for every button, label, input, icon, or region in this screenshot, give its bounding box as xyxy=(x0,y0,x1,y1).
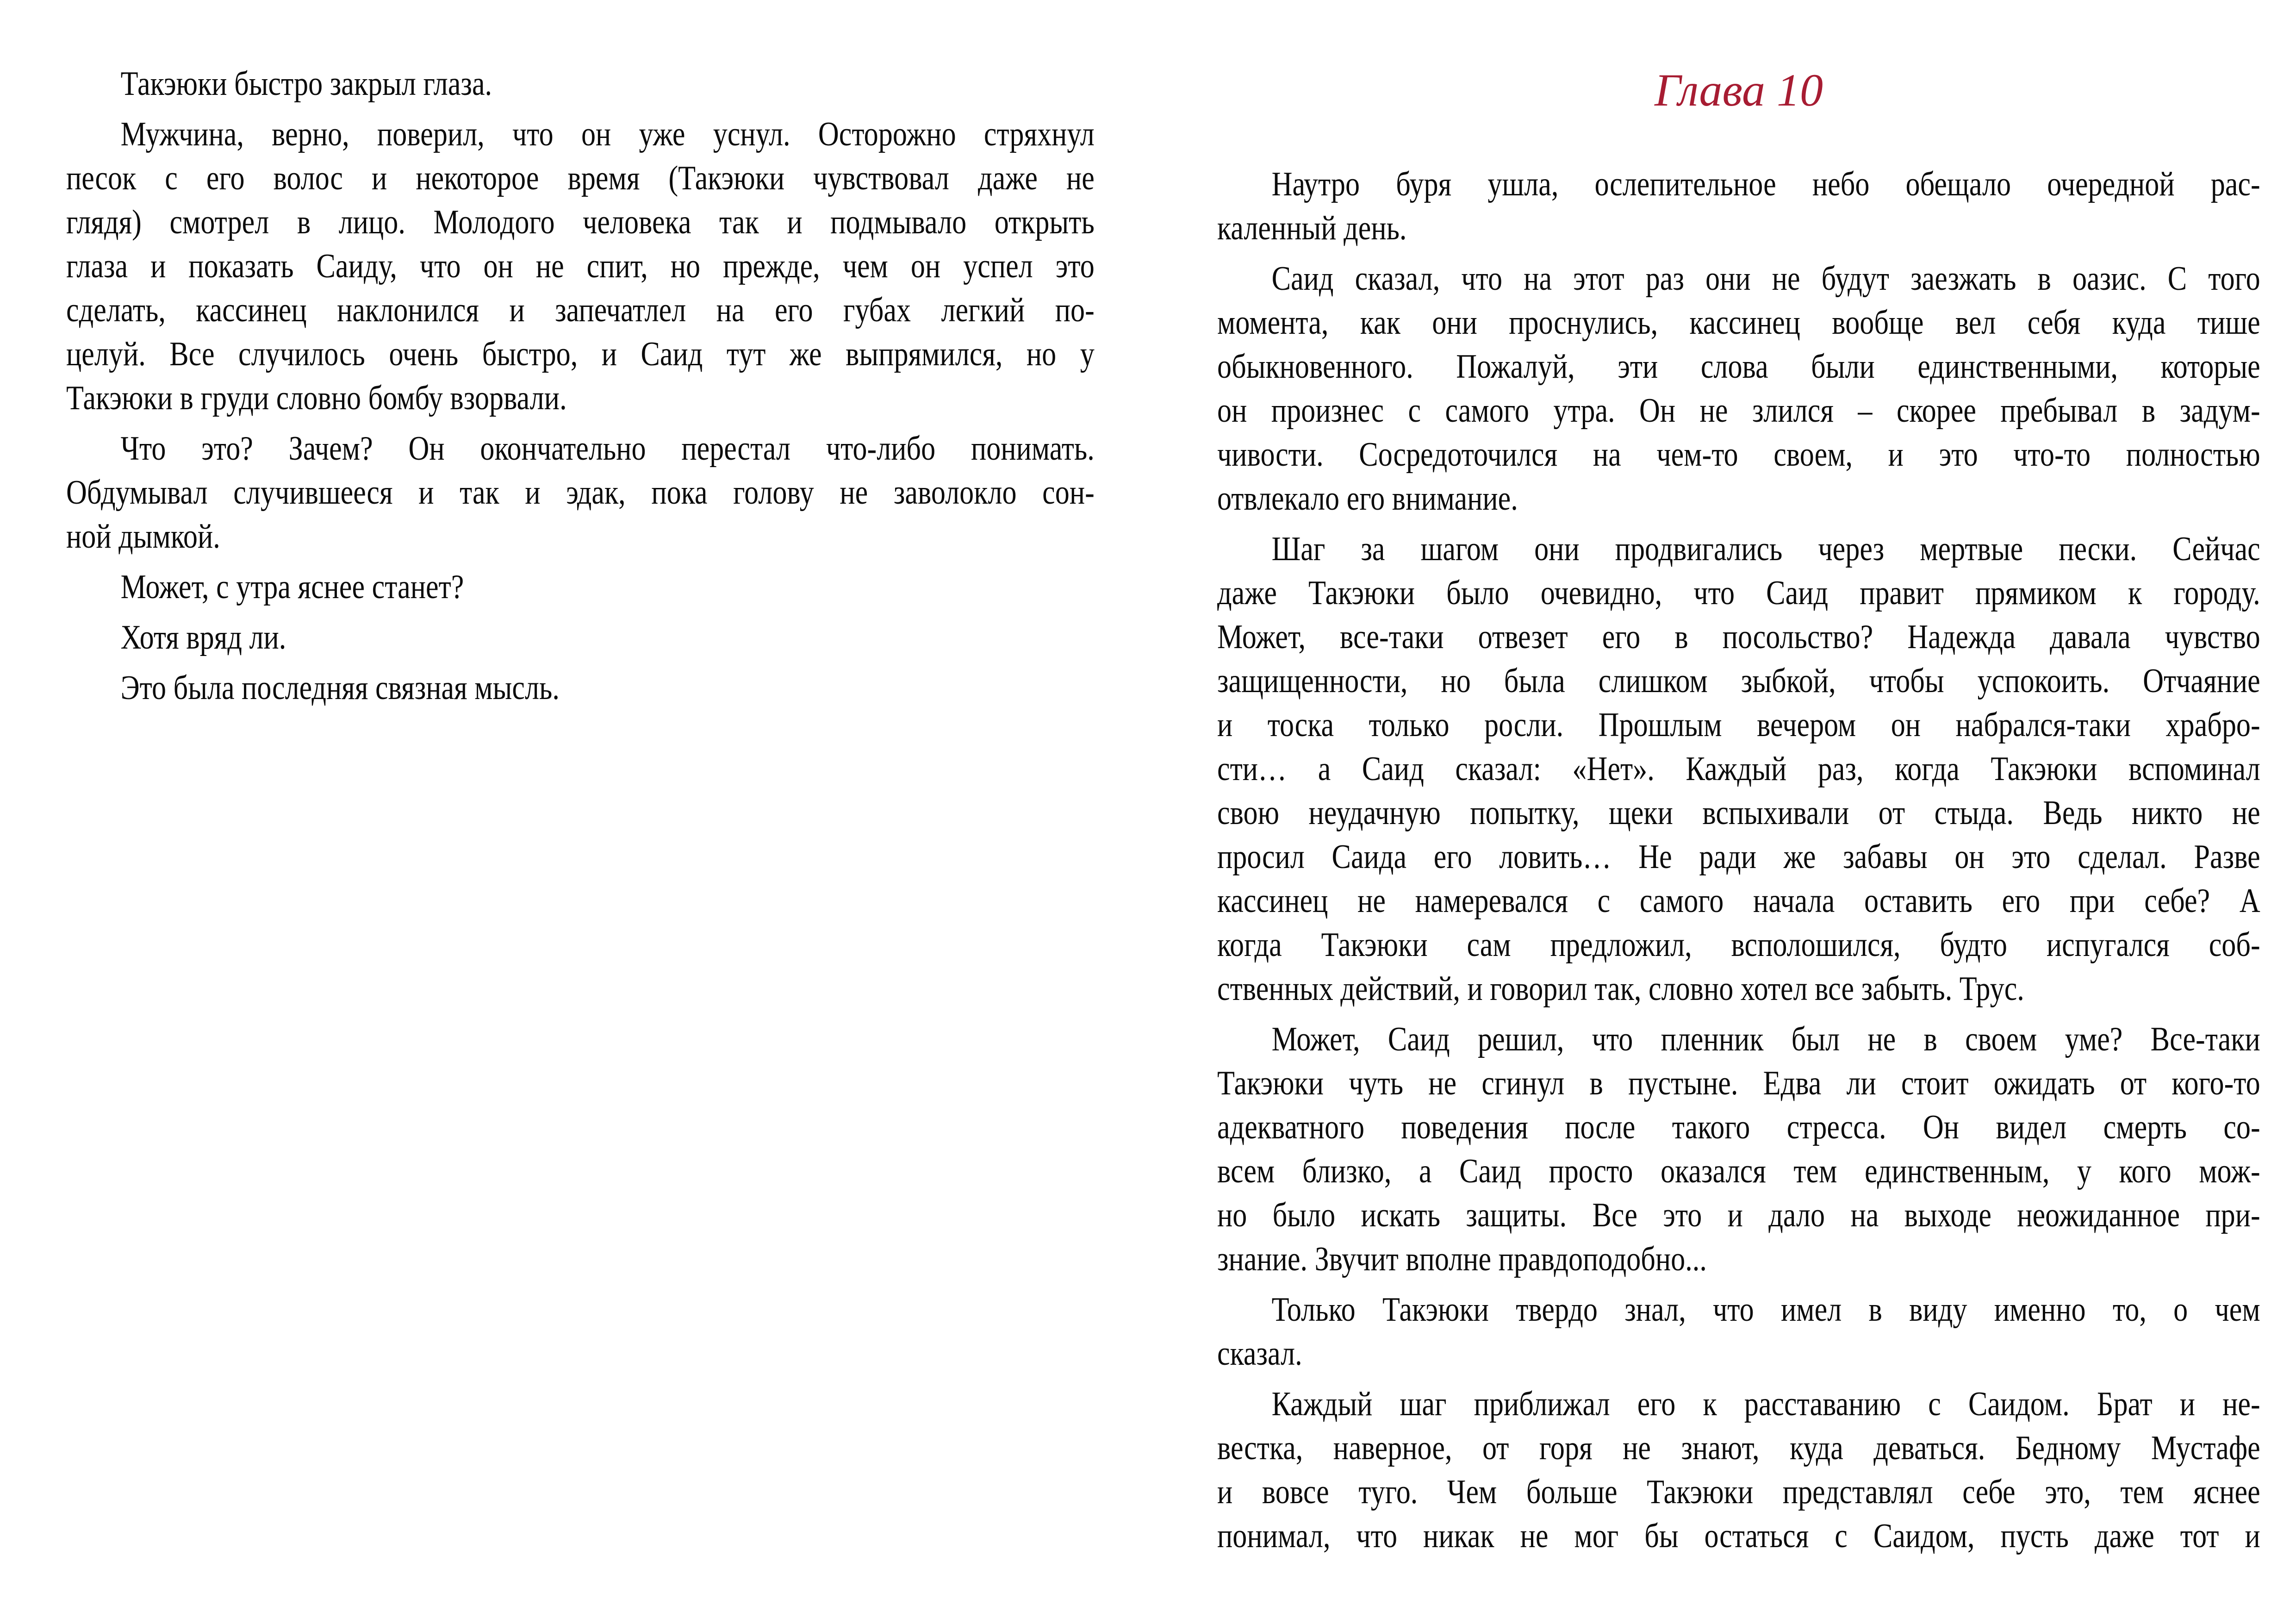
text-line: и вовсе туго. Чем больше Такэюки представлял себе это, тем яснее xyxy=(1217,1473,2260,1511)
text-line: сказал. xyxy=(1217,1335,1302,1373)
right-page-text xyxy=(1217,162,2260,1558)
text-line: каленный день. xyxy=(1217,209,1407,247)
text-line: Такэюки в груди словно бомбу взорвали. xyxy=(66,379,567,417)
paragraph xyxy=(66,112,1095,420)
text-line: глаза и показать Саиду, что он не спит, но прежде, чем он успел это xyxy=(66,247,1095,285)
text-line: Наутро буря ушла, ослепительное небо обещало очередной рас- xyxy=(1271,165,2260,203)
text-line: сти… а Саид сказал: «Нет». Каждый раз, когда Такэюки вспоминал xyxy=(1217,750,2260,788)
text-line: чивости. Сосредоточился на чем-то своем, и это что-то полностью xyxy=(1217,436,2260,474)
text-line: просил Саида его ловить… Не ради же забавы он это сделал. Разве xyxy=(1217,838,2260,876)
text-line: Саид сказал, что на этот раз они не будут заезжать в оазис. С того xyxy=(1271,260,2260,298)
text-line: ственных действий, и говорил так, словно хотел все забыть. Трус. xyxy=(1217,970,2024,1008)
paragraph xyxy=(66,565,1095,609)
text-line: всем близко, а Саид просто оказался тем единственным, у кого мож- xyxy=(1217,1152,2260,1190)
text-line: Только Такэюки твердо знал, что имел в виду именно то, о чем xyxy=(1271,1291,2260,1329)
paragraph xyxy=(1217,257,2260,521)
paragraph xyxy=(1217,1382,2260,1558)
chapter-heading: Глава 10 xyxy=(1654,64,1823,116)
text-line: обыкновенного. Пожалуй, эти слова были единственными, которые xyxy=(1217,348,2260,386)
text-line: Может, с утра яснее станет? xyxy=(120,568,464,606)
text-line: знание. Звучит вполне правдоподобно... xyxy=(1217,1240,1707,1278)
left-page-text xyxy=(66,62,1095,710)
text-line: когда Такэюки сам предложил, всполошился, будто испугался соб- xyxy=(1217,926,2260,964)
text-line: Такэюки быстро закрыл глаза. xyxy=(120,65,492,103)
text-line: Каждый шаг приближал его к расставанию с Саидом. Брат и не- xyxy=(1271,1385,2260,1423)
text-line: глядя) смотрел в лицо. Молодого человека так и подмывало открыть xyxy=(66,203,1095,241)
paragraph xyxy=(1217,162,2260,250)
text-line: кассинец не намеревался с самого начала оставить его при себе? А xyxy=(1217,882,2260,920)
paragraph xyxy=(66,427,1095,559)
text-line: Обдумывал случившееся и так и эдак, пока голову не заволокло сон- xyxy=(66,474,1095,512)
text-line: адекватного поведения после такого стресса. Он видел смерть со- xyxy=(1217,1108,2260,1146)
text-line: Такэюки чуть не сгинул в пустыне. Едва ли стоит ожидать от кого-то xyxy=(1217,1064,2260,1102)
text-line: сделать, кассинец наклонился и запечатлел на его губах легкий по- xyxy=(66,291,1095,329)
text-line: даже Такэюки было очевидно, что Саид правит прямиком к городу. xyxy=(1217,574,2260,612)
text-line: момента, как они проснулись, кассинец вообще вел себя куда тише xyxy=(1217,304,2260,342)
text-line: Хотя вряд ли. xyxy=(120,618,286,656)
text-line: но было искать защиты. Все это и дало на выходе неожиданное при- xyxy=(1217,1196,2260,1234)
text-line: Что это? Зачем? Он окончательно перестал что-либо понимать. xyxy=(120,430,1095,468)
text-line: и тоска только росли. Прошлым вечером он набрался-таки храбро- xyxy=(1217,706,2260,744)
text-line: вестка, наверное, от горя не знают, куда деваться. Бедному Мустафе xyxy=(1217,1429,2260,1467)
text-line: Может, все-таки отвезет его в посольство? Надежда давала чувство xyxy=(1217,618,2260,656)
text-line: защищенности, но была слишком зыбкой, чтобы успокоить. Отчаяние xyxy=(1217,662,2260,700)
text-line: понимал, что никак не мог бы остаться с Саидом, пусть даже тот и xyxy=(1217,1517,2260,1555)
paragraph xyxy=(1217,527,2260,1011)
text-line: Это была последняя связная мысль. xyxy=(120,669,560,707)
paragraph xyxy=(1217,1288,2260,1376)
text-line: Мужчина, верно, поверил, что он уже уснул. Осторожно стряхнул xyxy=(120,115,1095,153)
text-line: целуй. Все случилось очень быстро, и Саид тут же выпрямился, но у xyxy=(66,335,1095,373)
paragraph xyxy=(66,62,1095,106)
text-line: ной дымкой. xyxy=(66,518,220,556)
text-line: Может, Саид решил, что пленник был не в своем уме? Все-таки xyxy=(1271,1020,2260,1058)
text-line: он произнес с самого утра. Он не злился – скорее пребывал в задум- xyxy=(1217,392,2260,430)
text-line: Шаг за шагом они продвигались через мертвые пески. Сейчас xyxy=(1271,530,2260,568)
paragraph xyxy=(66,616,1095,660)
paragraph xyxy=(1217,1018,2260,1281)
text-line: песок с его волос и некоторое время (Такэюки чувствовал даже не xyxy=(66,159,1095,197)
text-line: свою неудачную попытку, щеки вспыхивали от стыда. Ведь никто не xyxy=(1217,794,2260,832)
text-line: отвлекало его внимание. xyxy=(1217,480,1518,518)
paragraph xyxy=(66,666,1095,710)
